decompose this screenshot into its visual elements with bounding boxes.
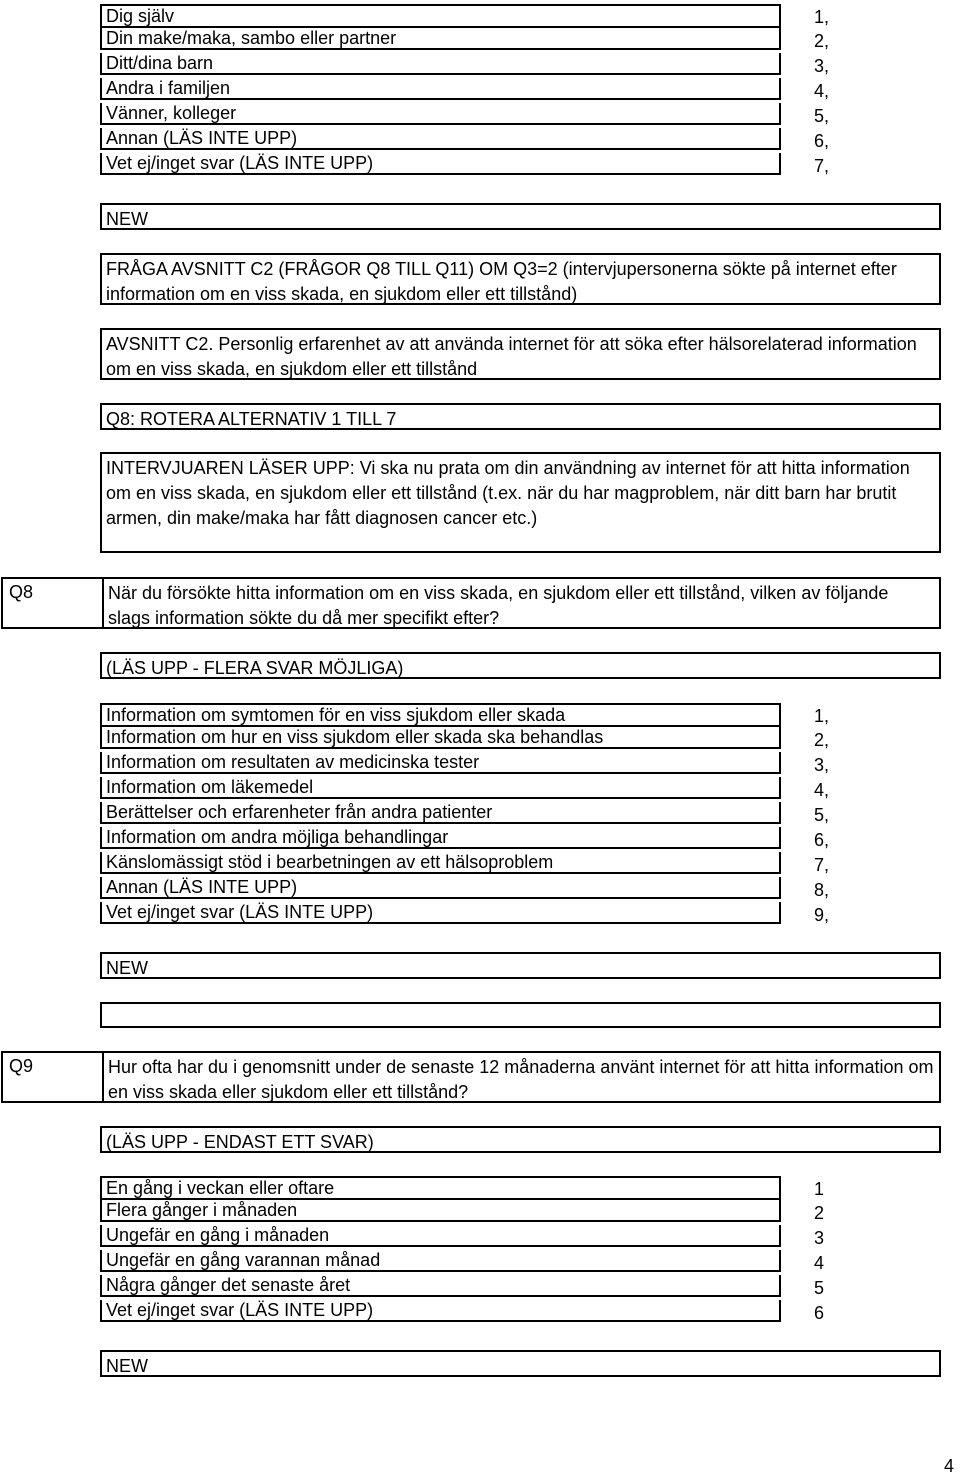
page-number: 4 — [944, 1456, 955, 1476]
section-filter-text: FRÅGA AVSNITT C2 (FRÅGOR Q8 TILL Q11) OM Q3=2 (intervjupersonerna sökte på internet efter information om en viss skada, en sjukdom eller ett tillstånd) — [106, 259, 897, 304]
rotate-note-box — [100, 403, 941, 430]
question-id: Q9 — [9, 1056, 34, 1076]
option-label: Annan (LÄS INTE UPP) — [106, 128, 298, 148]
question-text: Hur ofta har du i genomsnitt under de senaste 12 månaderna använt internet för att hitta information om en viss skada eller sjukdom eller ett tillstånd? — [102, 1051, 941, 1103]
empty-box — [100, 1002, 941, 1028]
option-row — [100, 1300, 781, 1322]
q8-instruction-box — [100, 652, 941, 679]
option-row — [100, 1200, 781, 1222]
interviewer-intro-box — [100, 452, 941, 553]
option-row — [100, 703, 781, 727]
option-label: Några gånger det senaste året — [106, 1275, 351, 1295]
section-title-text: AVSNITT C2. Personlig erfarenhet av att använda internet för att söka efter hälsorelaterad information om en viss skada, en sjukdom eller ett tillstånd — [106, 334, 917, 379]
option-label: Information om resultaten av medicinska tester — [106, 752, 480, 772]
option-row — [100, 1275, 781, 1297]
q8-instruction-text: (LÄS UPP - FLERA SVAR MÖJLIGA) — [106, 658, 404, 678]
option-row — [100, 777, 781, 799]
q9-instruction-text: (LÄS UPP - ENDAST ETT SVAR) — [106, 1132, 374, 1152]
option-row — [100, 1225, 781, 1247]
option-code: 6, — [814, 131, 830, 151]
option-code: 4 — [814, 1253, 825, 1273]
option-row — [100, 827, 781, 849]
option-code: 1 — [814, 1179, 825, 1199]
option-label: Flera gånger i månaden — [106, 1200, 298, 1220]
option-row — [100, 153, 781, 175]
option-code: 6 — [814, 1303, 825, 1323]
option-row — [100, 53, 781, 75]
question-q9 — [1, 1051, 941, 1103]
option-code: 3 — [814, 1228, 825, 1248]
option-label: Vet ej/inget svar (LÄS INTE UPP) — [106, 1300, 374, 1320]
new-label: NEW — [106, 1356, 148, 1376]
option-label: Vet ej/inget svar (LÄS INTE UPP) — [106, 153, 374, 173]
option-code: 9, — [814, 905, 830, 925]
option-code: 3, — [814, 56, 830, 76]
option-code: 5 — [814, 1278, 825, 1298]
option-label: Information om andra möjliga behandlingar — [106, 827, 449, 847]
option-label: Vet ej/inget svar (LÄS INTE UPP) — [106, 902, 374, 922]
option-label: Ditt/dina barn — [106, 53, 214, 73]
option-row — [100, 128, 781, 150]
option-label: Andra i familjen — [106, 78, 231, 98]
rotate-note-text: Q8: ROTERA ALTERNATIV 1 TILL 7 — [106, 409, 397, 429]
new-label: NEW — [106, 958, 148, 978]
option-row — [100, 727, 781, 749]
option-label: Ungefär en gång i månaden — [106, 1225, 330, 1245]
option-label: Din make/maka, sambo eller partner — [106, 28, 397, 48]
new-box — [100, 203, 941, 230]
option-code: 4, — [814, 780, 830, 800]
option-label: En gång i veckan eller oftare — [106, 1178, 335, 1198]
section-filter-box — [100, 253, 941, 305]
option-row — [100, 4, 781, 28]
option-row — [100, 802, 781, 824]
q9-new-box — [100, 1350, 941, 1377]
option-code: 1, — [814, 706, 830, 726]
interviewer-intro-text: INTERVJUAREN LÄSER UPP: Vi ska nu prata om din användning av internet för att hitta information om en viss skada, en sjukdom eller ett tillstånd (t.ex. när du har magproblem, när ditt barn har brutit armen, din make/maka har fått diagnosen cancer etc.) — [106, 458, 910, 528]
question-text: När du försökte hitta information om en viss skada, en sjukdom eller ett tillstånd, vilken av följande slags information sökte du då mer specifikt efter? — [102, 577, 941, 629]
option-label: Dig själv — [106, 6, 175, 26]
section-title-box — [100, 328, 941, 380]
option-label: Information om symtomen för en viss sjukdom eller skada — [106, 705, 566, 725]
option-code: 7, — [814, 855, 830, 875]
option-row — [100, 28, 781, 50]
question-q8 — [1, 577, 941, 629]
option-code: 3, — [814, 755, 830, 775]
option-label: Vänner, kolleger — [106, 103, 237, 123]
option-label: Känslomässigt stöd i bearbetningen av ett hälsoproblem — [106, 852, 554, 872]
option-code: 8, — [814, 880, 830, 900]
option-row — [100, 103, 781, 125]
option-code: 4, — [814, 81, 830, 101]
option-label: Annan (LÄS INTE UPP) — [106, 877, 298, 897]
option-code: 2, — [814, 31, 830, 51]
question-id: Q8 — [9, 582, 34, 602]
option-label: Information om hur en viss sjukdom eller skada ska behandlas — [106, 727, 604, 747]
option-row — [100, 1176, 781, 1200]
option-code: 2 — [814, 1203, 825, 1223]
option-row — [100, 852, 781, 874]
option-row — [100, 78, 781, 100]
option-code: 5, — [814, 805, 830, 825]
option-row — [100, 902, 781, 924]
option-code: 2, — [814, 730, 830, 750]
option-row — [100, 1250, 781, 1272]
q8-new-box — [100, 952, 941, 979]
option-code: 5, — [814, 106, 830, 126]
option-label: Ungefär en gång varannan månad — [106, 1250, 381, 1270]
option-code: 6, — [814, 830, 830, 850]
q9-instruction-box — [100, 1126, 941, 1153]
option-code: 1, — [814, 7, 830, 27]
option-label: Information om läkemedel — [106, 777, 314, 797]
option-code: 7, — [814, 156, 830, 176]
option-label: Berättelser och erfarenheter från andra patienter — [106, 802, 493, 822]
new-label: NEW — [106, 209, 148, 229]
option-row — [100, 752, 781, 774]
option-row — [100, 877, 781, 899]
